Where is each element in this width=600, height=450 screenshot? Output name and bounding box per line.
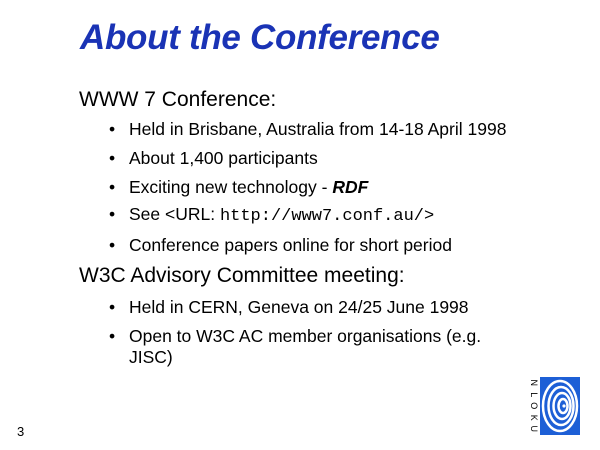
bullet-text: Held in CERN, Geneva on 24/25 June 1998 [129, 297, 469, 317]
rdf-emphasis: RDF [332, 177, 369, 197]
bullet-text: Exciting new technology - [129, 177, 333, 197]
page-number: 3 [17, 424, 25, 439]
logo-letters [528, 377, 538, 435]
logo-letter: K [528, 414, 539, 421]
section-heading-www7: WWW 7 Conference: [79, 88, 277, 111]
ukoln-logo [528, 377, 581, 435]
www7-bullet-list [109, 119, 506, 261]
list-item [109, 235, 506, 261]
list-item [109, 119, 506, 148]
list-item [109, 148, 506, 177]
spiral-logo-icon [540, 377, 580, 435]
bullet-icon: • [109, 326, 116, 346]
conference-url: http://www7.conf.au/> [219, 207, 435, 226]
list-item [109, 204, 506, 235]
bullet-text-line-1: Open to W3C AC member organisations (e.g. [129, 326, 482, 346]
list-item [109, 326, 481, 374]
section-heading-w3c-ac: W3C Advisory Committee meeting: [79, 264, 405, 287]
list-item [109, 177, 506, 204]
bullet-text-line-2: JISC) [129, 347, 173, 367]
bullet-text: Conference papers online for short period [129, 235, 452, 255]
logo-letter: U [528, 425, 539, 432]
logo-letter: N [528, 379, 539, 386]
bullet-icon: • [109, 148, 116, 168]
slide-title: About the Conference [80, 18, 440, 57]
logo-letter: L [528, 391, 539, 397]
list-item [109, 297, 481, 326]
bullet-icon: • [109, 297, 116, 317]
logo-letter: O [528, 402, 539, 410]
bullet-icon: • [109, 235, 116, 255]
bullet-text: Held in Brisbane, Australia from 14-18 April 1998 [129, 119, 507, 139]
w3c-ac-bullet-list [109, 297, 481, 374]
bullet-text: About 1,400 participants [129, 148, 318, 168]
bullet-text: See <URL: [129, 204, 220, 224]
bullet-icon: • [109, 119, 116, 139]
bullet-icon: • [109, 204, 116, 224]
bullet-icon: • [109, 177, 116, 197]
